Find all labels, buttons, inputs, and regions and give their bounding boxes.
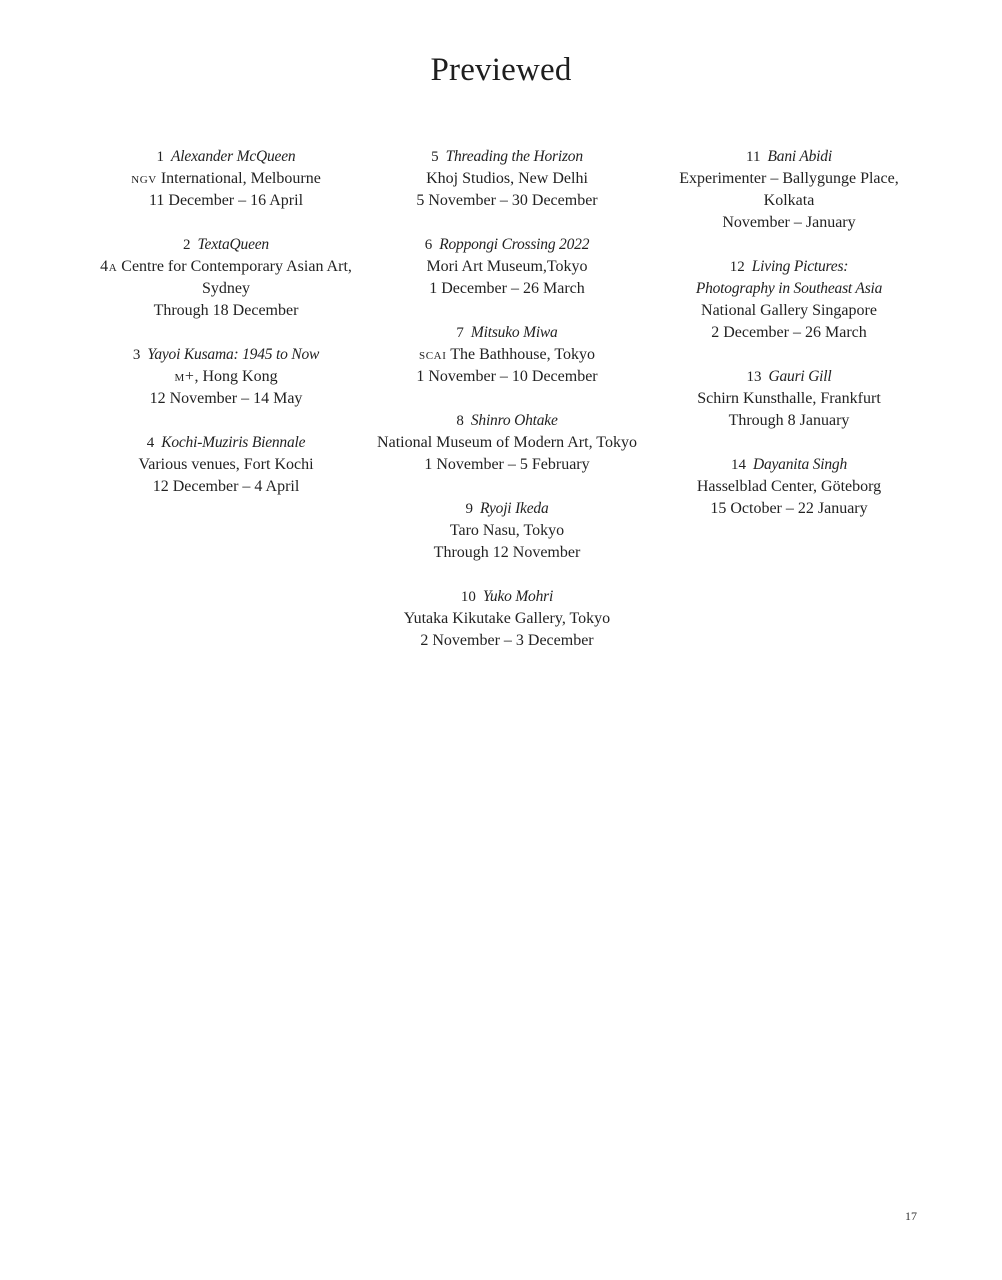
entry-heading xyxy=(352,586,662,608)
listing-entry xyxy=(352,146,662,212)
entry-number: 11 xyxy=(746,149,761,165)
entry-dates: 5 November – 30 December xyxy=(416,192,598,209)
listing-entry xyxy=(634,256,944,344)
entry-artist: Gauri Gill xyxy=(768,368,832,385)
entry-number: 12 xyxy=(729,259,745,275)
listing-entry xyxy=(634,146,944,234)
venue-abbreviation: scai xyxy=(419,346,447,363)
listing-entry xyxy=(352,234,662,300)
entry-heading xyxy=(352,146,662,168)
entry-heading xyxy=(634,454,944,476)
entry-number: 14 xyxy=(730,457,746,473)
entry-heading xyxy=(70,344,382,366)
entry-dates: 12 November – 14 May xyxy=(149,390,303,407)
page-title: Previewed xyxy=(430,52,572,88)
entry-dates: Through 12 November xyxy=(433,544,581,561)
entry-venue: Taro Nasu, Tokyo xyxy=(449,522,565,539)
entry-number: 8 xyxy=(456,413,464,429)
entry-dates: 1 November – 5 February xyxy=(424,456,590,473)
entry-artist: Yayoi Kusama: 1945 to Now xyxy=(147,346,320,363)
entry-venue: scai The Bathhouse, Tokyo xyxy=(419,346,595,363)
entry-number: 4 xyxy=(146,435,155,451)
entry-number: 13 xyxy=(746,369,762,385)
entry-artist: Dayanita Singh xyxy=(752,456,848,473)
entry-venue: Yutaka Kikutake Gallery, Tokyo xyxy=(403,610,611,627)
entry-artist: Yuko Mohri xyxy=(482,588,554,605)
entry-venue: Schirn Kunsthalle, Frankfurt xyxy=(697,390,881,407)
entry-number: 9 xyxy=(465,501,473,517)
entry-venue-line-2: Kolkata xyxy=(763,192,815,209)
entry-artist: Threading the Horizon xyxy=(445,148,583,165)
venue-abbreviation: 4a xyxy=(100,258,118,275)
entry-dates: 15 October – 22 January xyxy=(710,500,868,517)
venue-abbreviation: m+ xyxy=(174,368,195,385)
entry-venue: Mori Art Museum,Tokyo xyxy=(426,258,588,275)
listing-entry xyxy=(352,586,662,652)
entry-heading xyxy=(352,498,662,520)
entry-dates: 11 December – 16 April xyxy=(148,192,304,209)
entry-artist: Living Pictures: xyxy=(751,258,849,275)
entry-number: 3 xyxy=(132,347,141,363)
page-number: 17 xyxy=(905,1209,917,1223)
entry-venue: National Gallery Singapore xyxy=(701,302,877,319)
listing-entry xyxy=(70,344,382,410)
entry-heading xyxy=(352,410,662,432)
entry-dates: 12 December – 4 April xyxy=(152,478,300,495)
entry-number: 10 xyxy=(460,589,476,605)
entry-artist: TextaQueen xyxy=(197,236,269,253)
entry-venue-line-2: Sydney xyxy=(202,280,250,297)
entry-venue: National Museum of Modern Art, Tokyo xyxy=(377,434,637,451)
entry-artist-line-2: Photography in Southeast Asia xyxy=(695,280,883,297)
entry-dates: 1 December – 26 March xyxy=(429,280,585,297)
entry-venue: m+, Hong Kong xyxy=(174,368,278,385)
entry-number: 1 xyxy=(156,149,165,165)
entry-artist: Bani Abidi xyxy=(767,148,832,165)
entry-artist: Ryoji Ikeda xyxy=(479,500,549,517)
entry-venue: Experimenter – Ballygunge Place, xyxy=(679,170,899,187)
entry-heading xyxy=(70,432,382,454)
entry-dates: November – January xyxy=(722,214,856,231)
entry-number: 7 xyxy=(456,325,464,341)
entry-number: 2 xyxy=(183,237,191,253)
entry-dates: Through 8 January xyxy=(728,412,850,429)
entry-heading xyxy=(70,146,382,168)
entry-number: 6 xyxy=(424,237,433,253)
listing-entry xyxy=(634,454,944,520)
venue-abbreviation: ngv xyxy=(131,170,157,187)
entry-dates: 2 December – 26 March xyxy=(711,324,867,341)
entry-heading xyxy=(634,366,944,388)
entry-venue: Hasselblad Center, Göteborg xyxy=(696,478,882,495)
listing-entry xyxy=(352,322,662,388)
listing-entry xyxy=(70,146,382,212)
entry-heading xyxy=(352,322,662,344)
listing-entry xyxy=(352,498,662,564)
listing-entry xyxy=(70,432,382,498)
entry-dates: Through 18 December xyxy=(153,302,299,319)
entry-artist: Shinro Ohtake xyxy=(470,412,558,429)
column-3 xyxy=(634,146,944,542)
entry-venue: Khoj Studios, New Delhi xyxy=(426,170,588,187)
column-2 xyxy=(352,146,662,674)
entry-artist: Alexander McQueen xyxy=(171,148,296,165)
entry-artist: Mitsuko Miwa xyxy=(470,324,558,341)
entry-venue: 4a Centre for Contemporary Asian Art, xyxy=(100,258,352,275)
entry-artist: Kochi-Muziris Biennale xyxy=(161,434,306,451)
listing-entry xyxy=(70,234,382,322)
entry-heading xyxy=(70,234,382,256)
entry-dates: 2 November – 3 December xyxy=(420,632,594,649)
entry-dates: 1 November – 10 December xyxy=(416,368,598,385)
entry-heading xyxy=(634,146,944,168)
entry-artist: Roppongi Crossing 2022 xyxy=(439,236,590,253)
listing-entry xyxy=(352,410,662,476)
entry-venue: ngv International, Melbourne xyxy=(131,170,321,187)
column-1 xyxy=(70,146,382,520)
entry-heading xyxy=(352,234,662,256)
entry-number: 5 xyxy=(431,149,439,165)
listing-entry xyxy=(634,366,944,432)
entry-venue: Various venues, Fort Kochi xyxy=(138,456,314,473)
entry-heading xyxy=(634,256,944,278)
